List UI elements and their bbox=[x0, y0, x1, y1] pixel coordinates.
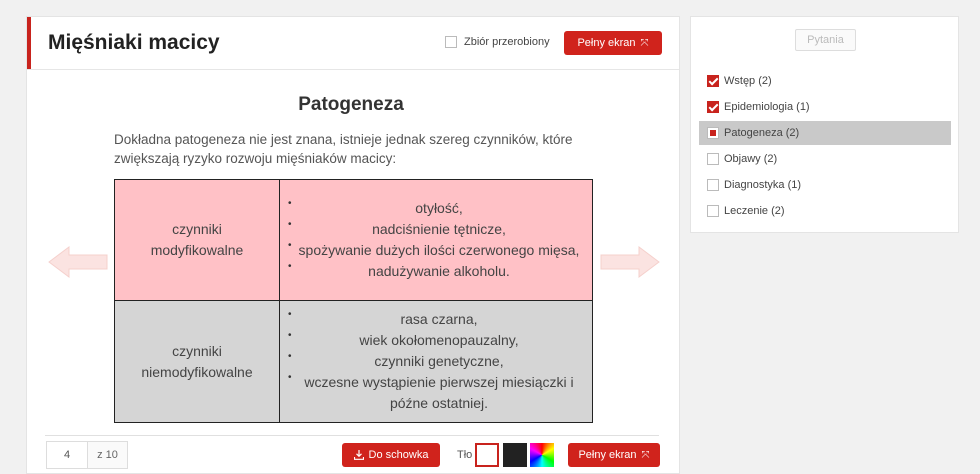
list-item: • otyłość, bbox=[290, 198, 588, 219]
background-white-swatch[interactable] bbox=[475, 443, 499, 467]
sidebar-item-diagnostyka[interactable] bbox=[699, 173, 951, 197]
checkbox-empty-icon[interactable] bbox=[707, 205, 719, 217]
clipboard-button[interactable] bbox=[342, 443, 440, 467]
checkbox-box[interactable] bbox=[445, 36, 457, 48]
checkbox-empty-icon[interactable] bbox=[707, 179, 719, 191]
sidebar-item-wstep[interactable] bbox=[699, 69, 951, 93]
sidebar-item-patogeneza[interactable] bbox=[699, 121, 951, 145]
expand-icon: ⤧ bbox=[641, 449, 650, 461]
sidebar-item-label: Epidemiologia (1) bbox=[724, 101, 810, 113]
fullscreen-button-label: Pełny ekran bbox=[578, 449, 637, 461]
slide-heading: Patogeneza bbox=[298, 94, 404, 115]
page-number-input[interactable]: 4 bbox=[46, 441, 88, 469]
row-label-line: modyfikowalne bbox=[150, 242, 244, 258]
background-label: Tło bbox=[457, 449, 473, 461]
checkbox-partial-icon[interactable] bbox=[707, 127, 719, 139]
row-label bbox=[115, 301, 280, 423]
fullscreen-button-label: Pełny ekran bbox=[577, 37, 636, 49]
checkbox-checked-icon[interactable] bbox=[707, 101, 719, 113]
list-item: • czynniki genetyczne, bbox=[290, 351, 588, 372]
page-total: z 10 bbox=[88, 441, 128, 469]
page-title: Mięśniaki macicy bbox=[48, 31, 220, 54]
title-accent-bar bbox=[27, 17, 31, 69]
arrow-right-icon[interactable] bbox=[597, 245, 661, 279]
fullscreen-button-bottom[interactable] bbox=[568, 443, 660, 467]
sidebar-item-leczenie[interactable] bbox=[699, 199, 951, 223]
risk-factors-table bbox=[114, 179, 593, 423]
background-black-swatch[interactable] bbox=[503, 443, 527, 467]
slide-intro: Dokładna patogeneza nie jest znana, istnieje jednak szereg czynników, które zwiększają ryzyko rozwoju mięśniaków macicy: bbox=[114, 132, 573, 166]
download-icon bbox=[354, 450, 364, 460]
sidebar-item-objawy[interactable] bbox=[699, 147, 951, 171]
sidebar-item-label: Patogeneza (2) bbox=[724, 127, 800, 139]
background-color-picker[interactable] bbox=[530, 443, 554, 467]
checkbox-checked-icon[interactable] bbox=[707, 75, 719, 87]
row-label-line: czynniki bbox=[172, 342, 222, 359]
sidebar bbox=[690, 16, 959, 233]
row-items bbox=[280, 180, 593, 301]
row-label-line: niemodyfikowalne bbox=[141, 363, 253, 380]
arrow-left-icon[interactable] bbox=[47, 245, 111, 279]
checkbox-empty-icon[interactable] bbox=[707, 153, 719, 165]
expand-icon: ⤧ bbox=[640, 37, 649, 49]
list-item: • nadciśnienie tętnicze, bbox=[290, 219, 588, 240]
sidebar-item-label: Diagnostyka (1) bbox=[724, 179, 802, 191]
row-items bbox=[280, 301, 593, 423]
questions-button[interactable]: Pytania bbox=[795, 29, 856, 51]
list-item: • wczesne wystąpienie pierwszej miesiączki i późne ostatniej. bbox=[290, 372, 588, 414]
sidebar-item-epidemiologia[interactable] bbox=[699, 95, 951, 119]
main-card bbox=[26, 16, 680, 474]
row-label bbox=[115, 180, 280, 301]
set-done-checkbox[interactable] bbox=[445, 36, 550, 48]
list-item: • rasa czarna, bbox=[290, 309, 588, 330]
fullscreen-button[interactable] bbox=[564, 31, 662, 55]
table-row bbox=[115, 301, 593, 423]
set-done-label: Zbiór przerobiony bbox=[464, 36, 550, 48]
sidebar-item-label: Leczenie (2) bbox=[724, 205, 785, 217]
clipboard-button-label: Do schowka bbox=[368, 449, 429, 461]
list-item: • nadużywanie alkoholu. bbox=[290, 261, 588, 282]
row-label-line: czynniki bbox=[172, 221, 222, 237]
sidebar-item-label: Wstęp (2) bbox=[724, 75, 772, 87]
sidebar-item-label: Objawy (2) bbox=[724, 153, 778, 165]
footer-divider bbox=[45, 435, 659, 436]
list-item: • wiek okołomenopauzalny, bbox=[290, 330, 588, 351]
table-row bbox=[115, 180, 593, 301]
header-divider bbox=[27, 69, 679, 70]
list-item: • spożywanie dużych ilości czerwonego mięsa, bbox=[290, 240, 588, 261]
